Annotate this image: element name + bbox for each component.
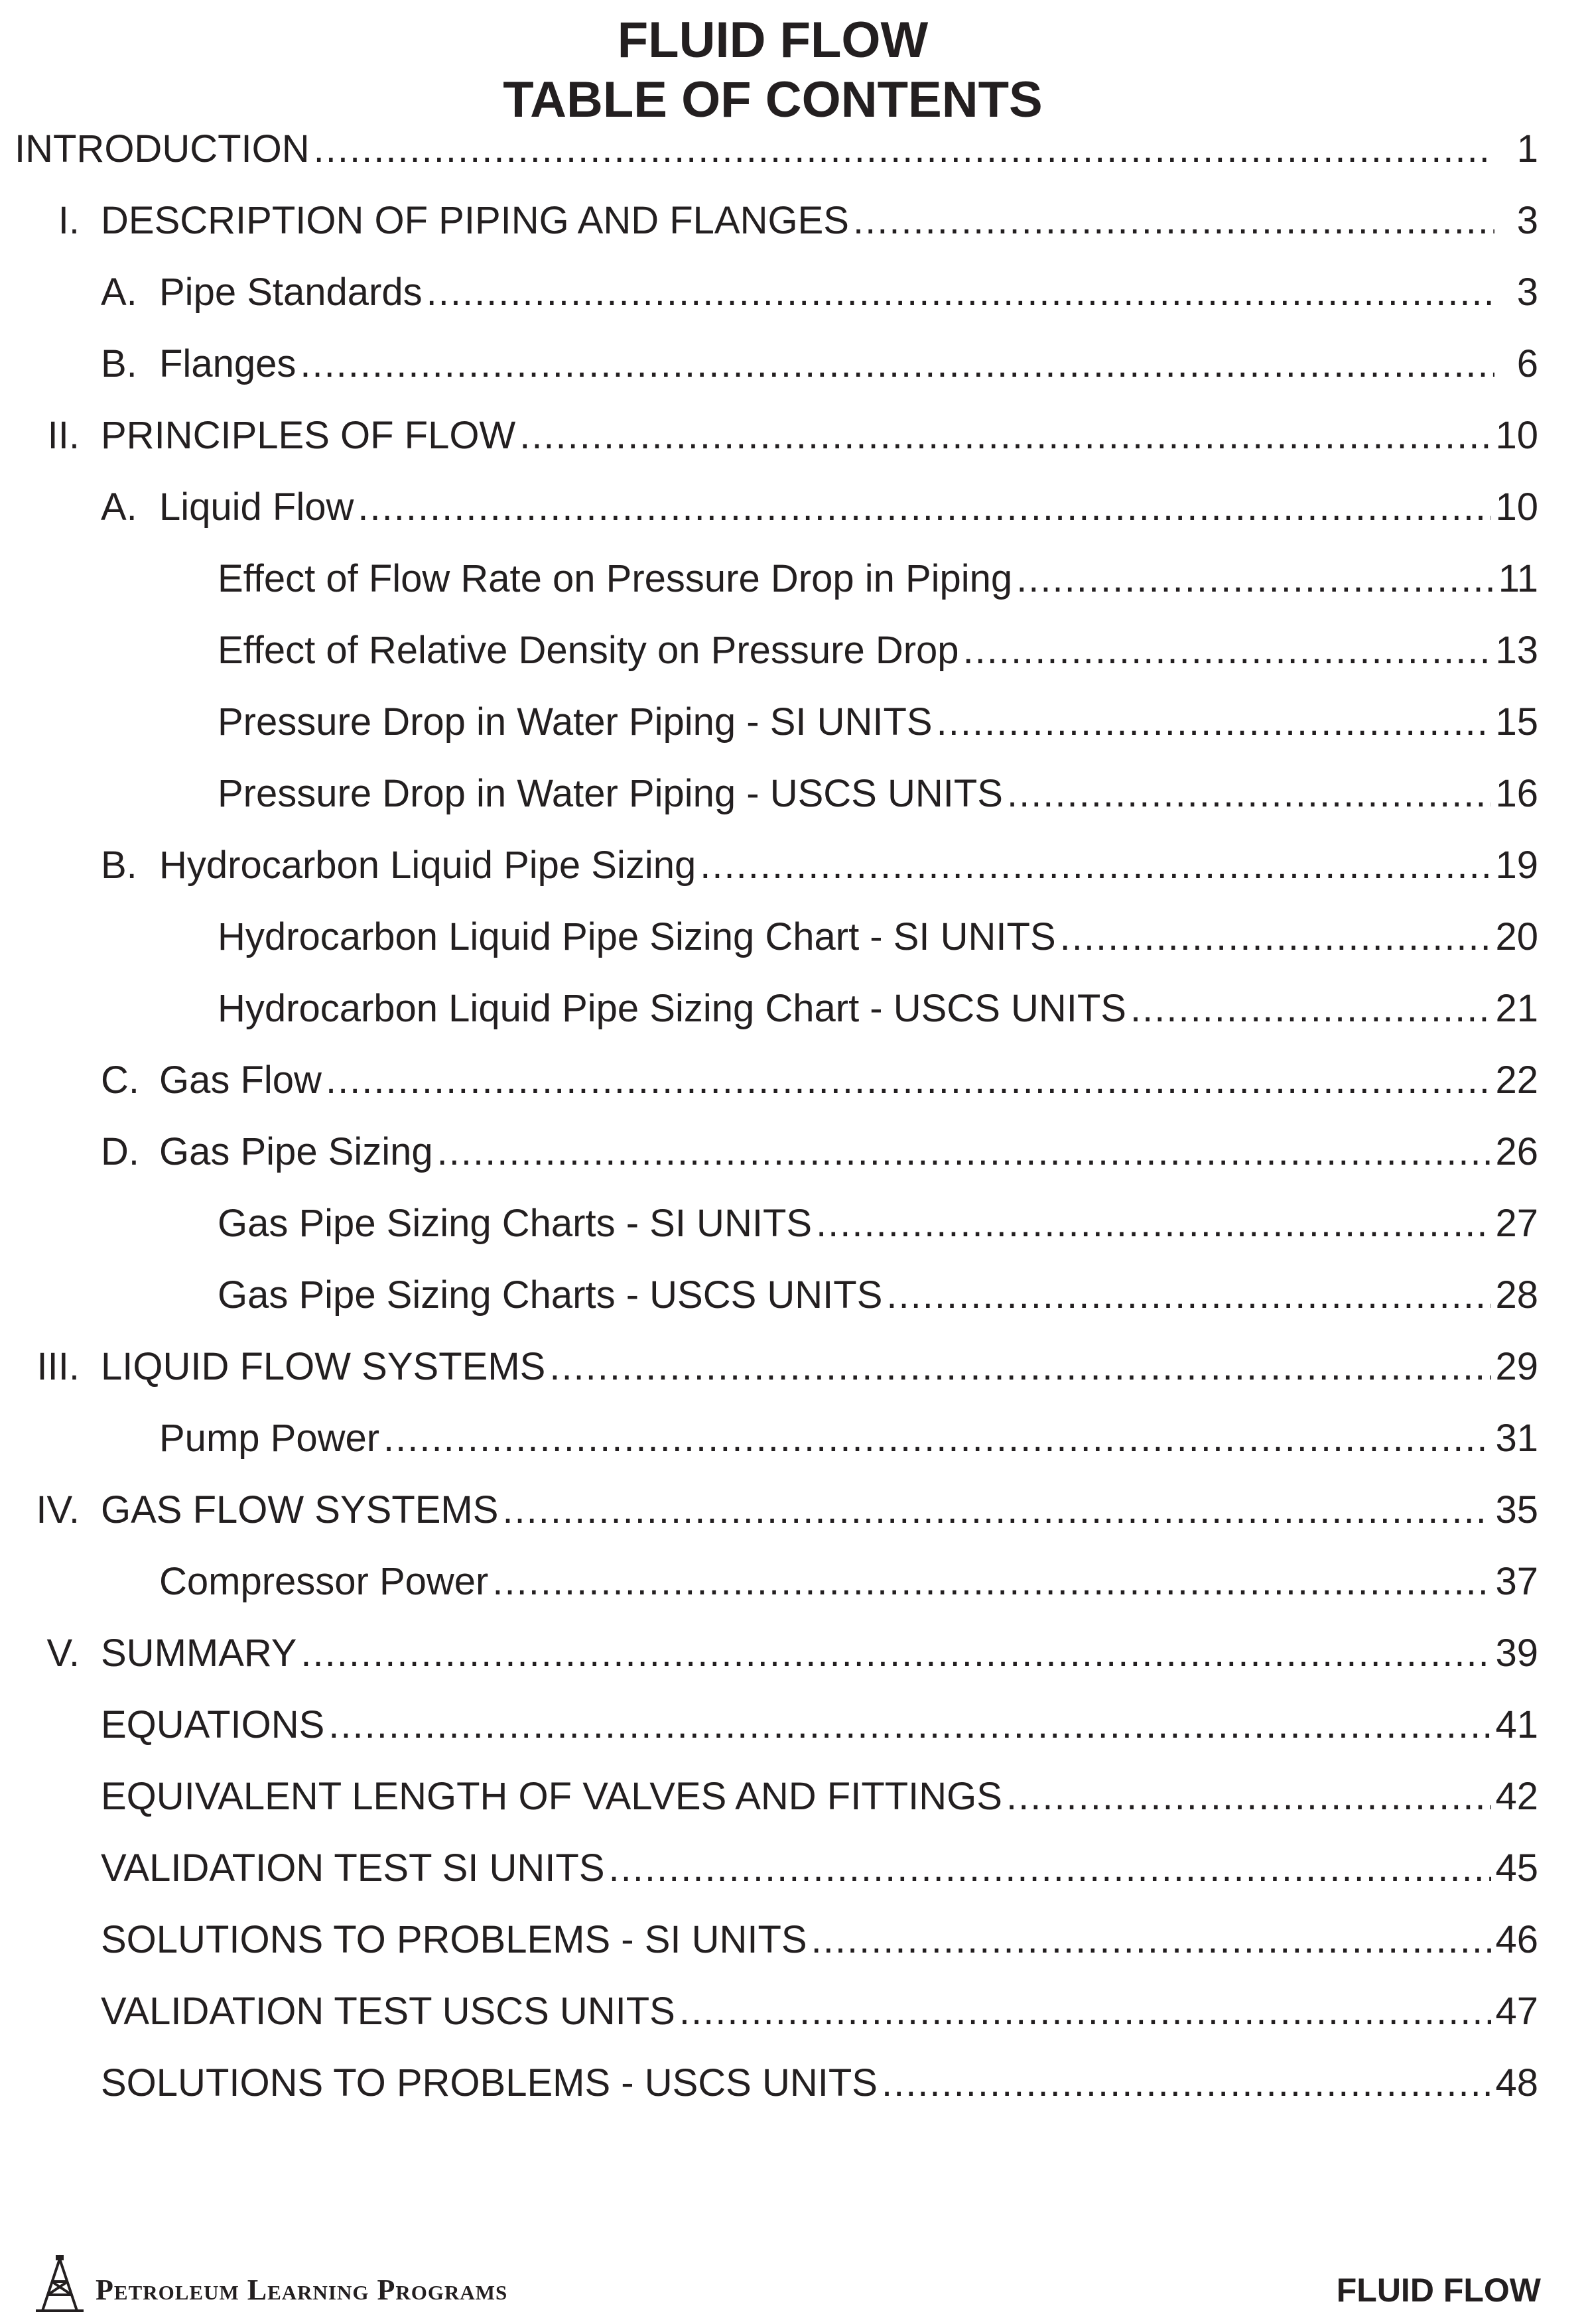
- toc-entry[interactable]: [218, 627, 1538, 674]
- toc-entry-label: Pipe Standards: [159, 271, 423, 314]
- toc-entry-page: 26: [1495, 1130, 1538, 1173]
- toc-entry-label: Effect of Flow Rate on Pressure Drop in Piping: [218, 557, 1013, 600]
- toc-entry-label: INTRODUCTION: [15, 127, 310, 170]
- toc-entry-page: 41: [1495, 1703, 1538, 1746]
- toc-entry-label: SUMMARY: [101, 1632, 297, 1675]
- toc-entry-label: Hydrocarbon Liquid Pipe Sizing Chart - SI UNITS: [218, 915, 1056, 958]
- toc-entry[interactable]: [218, 1272, 1538, 1319]
- toc-entry-page: 11: [1498, 557, 1538, 600]
- toc-entry-page: 42: [1495, 1775, 1538, 1818]
- toc-entry[interactable]: [101, 1988, 1538, 2035]
- toc-entry[interactable]: [101, 1057, 1538, 1104]
- toc-entry-label: PRINCIPLES OF FLOW: [101, 414, 516, 457]
- toc-entry-page: 28: [1495, 1273, 1538, 1317]
- toc-entry-label: Hydrocarbon Liquid Pipe Sizing: [159, 844, 696, 887]
- toc-entry[interactable]: [36, 1487, 1538, 1533]
- toc-entry[interactable]: [101, 1774, 1538, 1820]
- toc-entry[interactable]: [159, 1559, 1538, 1605]
- toc-entry-page: 19: [1495, 844, 1538, 887]
- toc-entry[interactable]: [218, 556, 1538, 602]
- toc-entry[interactable]: [101, 1129, 1538, 1175]
- toc-entry-page: 3: [1516, 271, 1538, 314]
- toc-entry[interactable]: [101, 341, 1538, 387]
- toc-entry[interactable]: [101, 1702, 1538, 1748]
- toc-entry[interactable]: [218, 986, 1538, 1032]
- toc-entry-page: 6: [1516, 342, 1538, 385]
- toc-entry-number: B.: [101, 844, 137, 887]
- running-footer-title: FLUID FLOW: [1336, 2272, 1541, 2309]
- toc-entry-page: 16: [1495, 772, 1538, 815]
- toc-entry-page: 31: [1495, 1417, 1538, 1460]
- toc-entry-number: I.: [58, 199, 80, 242]
- toc-entry-page: 21: [1495, 987, 1538, 1030]
- toc-entry-label: EQUATIONS: [101, 1703, 325, 1746]
- document-title: FLUID FLOW: [617, 12, 929, 68]
- toc-entry-label: Pressure Drop in Water Piping - SI UNITS: [218, 700, 933, 743]
- publisher-logo: [33, 2254, 507, 2313]
- toc-entry-number: V.: [46, 1632, 80, 1675]
- toc-entry[interactable]: [58, 198, 1538, 244]
- toc-entry-page: 48: [1495, 2061, 1538, 2104]
- toc-entry-page: 15: [1495, 700, 1538, 743]
- toc-entry-number: IV.: [36, 1488, 80, 1531]
- document-subtitle: TABLE OF CONTENTS: [503, 72, 1043, 128]
- toc-entry[interactable]: [218, 914, 1538, 960]
- toc-entry-label: EQUIVALENT LENGTH OF VALVES AND FITTINGS: [101, 1775, 1002, 1818]
- toc-entry-page: 35: [1495, 1488, 1538, 1531]
- toc-entry-page: 20: [1495, 915, 1538, 958]
- toc-entry-page: 29: [1495, 1345, 1538, 1388]
- toc-entry-number: B.: [101, 342, 137, 385]
- table-of-contents: [0, 126, 1586, 2116]
- toc-entry-page: 3: [1516, 199, 1538, 242]
- toc-entry-label: Pump Power: [159, 1417, 380, 1460]
- toc-entry-page: 46: [1495, 1918, 1538, 1961]
- toc-entry-label: Compressor Power: [159, 1560, 489, 1603]
- toc-entry[interactable]: [218, 771, 1538, 817]
- toc-entry-label: Liquid Flow: [159, 485, 354, 529]
- toc-entry-page: 37: [1495, 1560, 1538, 1603]
- toc-entry-page: 27: [1495, 1202, 1538, 1245]
- toc-entry[interactable]: [159, 1415, 1538, 1462]
- publisher-name: Petroleum Learning Programs: [96, 2274, 508, 2306]
- toc-entry-label: Gas Pipe Sizing: [159, 1130, 433, 1173]
- toc-entry[interactable]: [101, 2060, 1538, 2106]
- toc-entry[interactable]: [218, 699, 1538, 745]
- toc-entry-label: Gas Pipe Sizing Charts - USCS UNITS: [218, 1273, 883, 1317]
- toc-entry-number: A.: [101, 271, 137, 314]
- toc-entry-label: Hydrocarbon Liquid Pipe Sizing Chart - USCS UNITS: [218, 987, 1126, 1030]
- toc-entry-page: 47: [1495, 1990, 1538, 2033]
- toc-entry[interactable]: [101, 269, 1538, 316]
- toc-entry-label: VALIDATION TEST USCS UNITS: [101, 1990, 675, 2033]
- toc-entry-label: Gas Flow: [159, 1059, 322, 1102]
- toc-entry-label: SOLUTIONS TO PROBLEMS - USCS UNITS: [101, 2061, 878, 2104]
- toc-entry[interactable]: [101, 484, 1538, 531]
- toc-entry-number: A.: [101, 485, 137, 529]
- toc-entry[interactable]: [101, 1845, 1538, 1892]
- oil-derrick-icon: [33, 2254, 86, 2313]
- toc-entry[interactable]: [36, 1344, 1538, 1390]
- toc-entry[interactable]: [47, 413, 1538, 459]
- toc-entry-page: 10: [1495, 485, 1538, 529]
- toc-entry-number: C.: [101, 1059, 139, 1102]
- toc-entry-label: Effect of Relative Density on Pressure Drop: [218, 629, 959, 672]
- toc-entry-page: 1: [1516, 127, 1538, 170]
- toc-entry-page: 39: [1495, 1632, 1538, 1675]
- toc-entry-label: Pressure Drop in Water Piping - USCS UNITS: [218, 772, 1003, 815]
- toc-entry[interactable]: [101, 842, 1538, 889]
- toc-entry-page: 45: [1495, 1846, 1538, 1890]
- toc-entry-number: III.: [36, 1345, 80, 1388]
- toc-entry[interactable]: [218, 1200, 1538, 1247]
- toc-entry-label: GAS FLOW SYSTEMS: [101, 1488, 499, 1531]
- toc-entry-label: VALIDATION TEST SI UNITS: [101, 1846, 605, 1890]
- toc-entry-label: LIQUID FLOW SYSTEMS: [101, 1345, 546, 1388]
- toc-entry-label: Flanges: [159, 342, 297, 385]
- toc-entry-label: Gas Pipe Sizing Charts - SI UNITS: [218, 1202, 813, 1245]
- toc-entry-page: 13: [1495, 629, 1538, 672]
- toc-entry-page: 10: [1495, 414, 1538, 457]
- toc-entry-page: 22: [1495, 1059, 1538, 1102]
- toc-entry-number: D.: [101, 1130, 139, 1173]
- toc-entry-label: DESCRIPTION OF PIPING AND FLANGES: [101, 199, 849, 242]
- toc-entry-label: SOLUTIONS TO PROBLEMS - SI UNITS: [101, 1918, 807, 1961]
- toc-entry[interactable]: [101, 1917, 1538, 1963]
- toc-entry-number: II.: [47, 414, 80, 457]
- toc-entry[interactable]: [15, 126, 1538, 172]
- toc-entry[interactable]: [46, 1630, 1538, 1677]
